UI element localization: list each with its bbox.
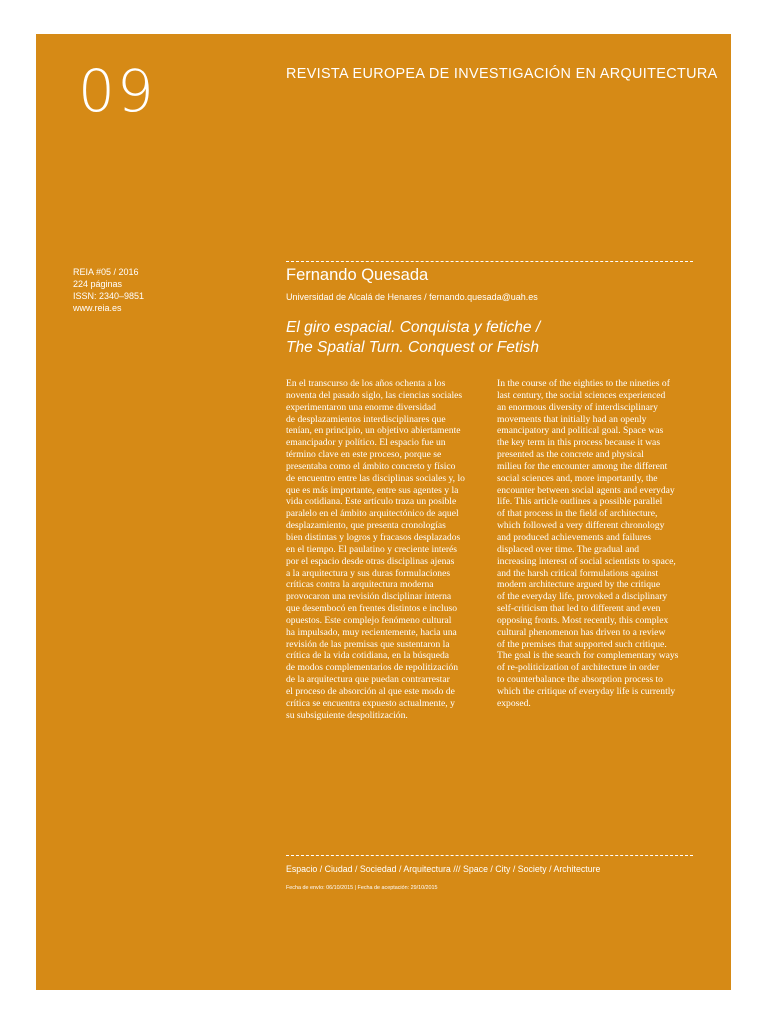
abstract-spanish: En el transcurso de los años ochenta a los noventa del pasado siglo, las ciencias sociales experimentaron una enorme diversidad de desplazamientos interdisciplinares que tenían, en principio, un objetivo abiertamente emancipador y político. El espacio fue un término clave en este proceso, porque se presentaba como el ámbito concreto y físico de encuentro entre las disciplinas sociales y, lo que es más importante, entre sus agentes y la vida cotidiana. Este artículo traza un posible paralelo en el ámbito arquitectónico de aquel desplazamiento, que presenta cronologías bien distintas y logros y fracasos desplazados en el tiempo. El paulatino y creciente interés por el espacio desde otras disciplinas ajenas a la arquitectura y sus duras formulaciones críticas contra la arquitectura moderna provocaron una revisión disciplinar interna que desembocó en frentes distintos e incluso opuestos. Este complejo fenómeno cultural ha impulsado, muy recientemente, hacia una revisión de las premisas que sustentaron la crítica de la vida cotidiana, en la búsqueda de modos complementarios de repolitización de la arquitectura que puedan contrarrestar el proceso de absorción al que este modo de crítica se encuentra expuesto actualmente, y su subsiguiente despolitización. <box>286 378 465 721</box>
journal-website-link[interactable]: www.reia.es <box>73 303 122 313</box>
journal-title: REVISTA EUROPEA DE INVESTIGACIÓN EN ARQUITECTURA <box>286 66 718 82</box>
top-dashed-divider <box>286 261 693 262</box>
keywords: Espacio / Ciudad / Sociedad / Arquitectura /// Space / City / Society / Architecture <box>286 864 601 874</box>
journal-issn: ISSN: 2340–9851 <box>73 291 145 301</box>
journal-issue: REIA #05 / 2016 <box>73 267 139 277</box>
submission-dates: Fecha de envío: 06/10/2015 | Fecha de aceptación: 29/10/2015 <box>286 885 438 891</box>
article-title-en: The Spatial Turn. Conquest or Fetish <box>286 339 540 356</box>
cover-panel <box>36 34 731 990</box>
bottom-dashed-divider <box>286 855 693 856</box>
issue-number: 09 <box>78 57 156 125</box>
article-title-es: El giro espacial. Conquista y fetiche / <box>286 319 541 336</box>
author-name: Fernando Quesada <box>286 266 429 284</box>
abstract-english: In the course of the eighties to the nineties of last century, the social sciences experienced an enormous diversity of interdisciplinary movements that initially had an openly emancipatory and political goal. Space was the key term in this process because it was presented as the concrete and physical milieu for the encounter among the different social sciences and, more importantly, the encounter between social agents and everyday life. This article outlines a possible parallel of that process in the field of architecture, which followed a very different chronology and produced achievements and failures displaced over time. The gradual and increasing interest of social scientists to space, and the harsh critical formulations against modern architecture argued by the critique of the everyday life, provoked a disciplinary self-criticism that led to different and even opposing fronts. Most recently, this complex cultural phenomenon has driven to a review of the premises that supported such critique. The goal is the search for complementary ways of re-politicization of architecture in order to counterbalance the absorption process to which the critique of everyday life is currently exposed. <box>497 378 679 709</box>
article-title <box>286 318 686 358</box>
journal-pages: 224 páginas <box>73 279 123 289</box>
journal-meta <box>73 266 144 314</box>
author-affiliation: Universidad de Alcalá de Henares / fernando.quesada@uah.es <box>286 292 538 302</box>
